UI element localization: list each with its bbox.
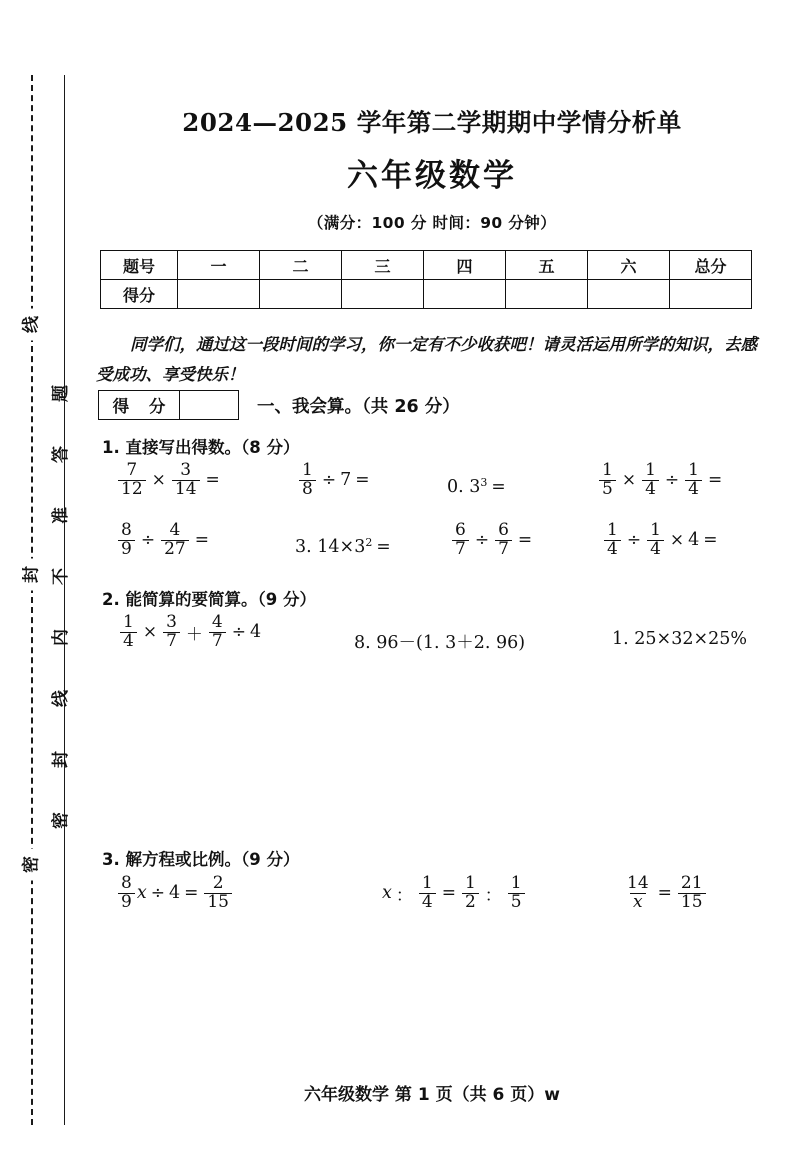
denominator: 15 — [678, 893, 706, 912]
fraction — [299, 462, 316, 498]
col-header-5: 五 — [506, 251, 588, 280]
denominator: 27 — [161, 540, 189, 559]
fraction — [161, 522, 189, 558]
col-header-1: 一 — [178, 251, 260, 280]
numerator: 6 — [455, 520, 466, 540]
fraction — [647, 522, 664, 558]
numerator: 4 — [211, 612, 223, 632]
math-expression — [354, 629, 525, 654]
page-footer: 六年级数学 第 1 页（共 6 页）w — [304, 1085, 560, 1105]
math-expression — [597, 462, 726, 498]
denominator: 4 — [604, 540, 621, 559]
exponent: 3 — [480, 475, 488, 489]
problem2-item2 — [354, 629, 525, 654]
fraction — [118, 462, 146, 498]
operator: ÷ — [626, 530, 642, 551]
math-expression — [116, 462, 224, 498]
score-box-input[interactable] — [180, 391, 238, 419]
equals-sign: = — [703, 530, 718, 551]
numerator: 1 — [688, 460, 699, 480]
numerator: 6 — [498, 520, 509, 540]
operand: 1. 25×32×25% — [612, 629, 748, 649]
numerator: 1 — [464, 873, 476, 893]
exam-meta: （满分：100 分 时间：90 分钟） — [307, 214, 557, 232]
score-cell-total[interactable] — [670, 280, 752, 309]
math-expression — [450, 522, 536, 558]
denominator: 4 — [647, 540, 664, 559]
equals-sign: = — [491, 477, 506, 497]
denominator: 4 — [642, 480, 659, 499]
fraction — [624, 875, 652, 911]
problem2-item3 — [612, 629, 747, 649]
fraction — [685, 462, 702, 498]
denominator: 7 — [452, 540, 469, 559]
denominator: 4 — [419, 893, 436, 912]
seal-tag-feng: 封 — [21, 559, 44, 591]
seal-phrase-char: 题 — [50, 385, 71, 402]
section-one-header — [98, 390, 460, 420]
numerator: 21 — [680, 873, 703, 893]
table-row-scores — [101, 280, 752, 309]
seal-phrase-char: 线 — [50, 690, 71, 707]
score-cell-5[interactable] — [506, 280, 588, 309]
problem1-row2-item4 — [602, 522, 722, 558]
seal-phrase-char: 答 — [50, 446, 71, 463]
col-header-6: 六 — [588, 251, 670, 280]
operator: × — [621, 470, 637, 491]
denominator: x — [630, 893, 646, 912]
operator: ÷ — [474, 530, 490, 551]
operator: × — [142, 622, 158, 643]
denominator: 12 — [118, 480, 146, 499]
problem1-row2-item2 — [295, 537, 395, 557]
fraction — [118, 522, 135, 558]
fraction — [508, 875, 525, 911]
fraction — [495, 522, 512, 558]
fraction — [642, 462, 659, 498]
equals-sign: = — [441, 883, 456, 904]
row-label-score: 得分 — [101, 280, 178, 309]
math-expression — [295, 537, 395, 557]
denominator: 9 — [118, 893, 135, 912]
variable: x — [136, 883, 147, 904]
problem3-heading: 3. 解方程或比例。（9 分） — [102, 850, 300, 869]
math-expression — [612, 629, 747, 649]
seal-dashed-line — [31, 75, 33, 1125]
fraction — [118, 875, 135, 911]
col-header-4: 四 — [424, 251, 506, 280]
fraction — [599, 462, 616, 498]
math-expression — [297, 462, 373, 498]
equals-sign: = — [517, 530, 533, 551]
seal-tag-xian: 线 — [21, 309, 44, 341]
section-one-title: 一、我会算。（共 26 分） — [257, 396, 460, 417]
problem2-item1 — [118, 614, 261, 650]
operator: ÷ — [664, 470, 680, 491]
score-table — [100, 250, 752, 309]
seal-phrase-char: 内 — [50, 629, 71, 646]
numerator: 1 — [602, 460, 613, 480]
equals-sign: = — [657, 883, 672, 904]
score-box-label: 得 分 — [99, 391, 180, 419]
operator: ÷ — [231, 622, 246, 643]
ratio-colon: ： — [484, 885, 502, 906]
fraction — [209, 614, 226, 650]
numerator: 8 — [121, 520, 132, 540]
denominator: 4 — [685, 480, 702, 499]
denominator: 7 — [495, 540, 512, 559]
score-cell-1[interactable] — [178, 280, 260, 309]
operator: × — [669, 530, 685, 551]
numerator: 2 — [212, 873, 224, 893]
col-header-3: 三 — [342, 251, 424, 280]
denominator: 9 — [118, 540, 135, 559]
fraction — [678, 875, 706, 911]
operand: 4 — [168, 883, 181, 904]
numerator: 1 — [650, 520, 661, 540]
operand: 7 — [340, 470, 352, 491]
numerator: 1 — [645, 460, 656, 480]
score-cell-4[interactable] — [424, 280, 506, 309]
numerator: 4 — [169, 520, 181, 540]
fraction — [172, 462, 200, 498]
seal-margin — [0, 0, 92, 1162]
fraction — [462, 875, 479, 911]
denominator: 2 — [462, 893, 479, 912]
math-expression — [602, 522, 722, 558]
equals-sign: = — [707, 470, 723, 491]
fraction — [204, 875, 232, 911]
numerator: 1 — [123, 612, 134, 632]
numerator: 1 — [302, 460, 313, 480]
problem1-row1-item1 — [116, 462, 224, 498]
denominator: 7 — [209, 632, 226, 651]
col-header-total: 总分 — [670, 251, 752, 280]
fraction — [452, 522, 469, 558]
problem1-heading: 1. 直接写出得数。（8 分） — [102, 438, 300, 457]
denominator: 5 — [508, 893, 525, 912]
operator: ÷ — [321, 470, 337, 491]
problem3-item2 — [382, 875, 527, 911]
score-cell-2[interactable] — [260, 280, 342, 309]
math-expression — [118, 614, 261, 650]
page-title: 2024—2025 学年第二学期期中学情分析单 — [182, 108, 682, 137]
equals-sign: = — [194, 530, 209, 551]
seal-vertical-phrase — [46, 385, 76, 873]
equals-sign: = — [184, 883, 199, 904]
operator: ÷ — [140, 530, 156, 551]
problem1-row2-item1 — [116, 522, 213, 558]
operand: 8. 96－(1. 3＋2. 96) — [354, 633, 526, 653]
table-row-header — [101, 251, 752, 280]
score-box-section-one[interactable] — [98, 390, 239, 420]
math-expression — [382, 875, 527, 911]
seal-tag-mi: 密 — [21, 849, 44, 881]
numerator: 14 — [627, 873, 649, 893]
denominator: 7 — [163, 632, 180, 651]
col-header-2: 二 — [260, 251, 342, 280]
row-label-question-no: 题号 — [101, 251, 178, 280]
variable: x — [382, 883, 392, 904]
fraction — [120, 614, 137, 650]
exam-page — [92, 0, 800, 1162]
problem1-row1-item3 — [447, 477, 510, 497]
numerator: 8 — [121, 873, 132, 893]
math-expression — [116, 875, 234, 911]
ratio-colon: ： — [395, 885, 413, 906]
denominator: 14 — [172, 480, 200, 499]
problem1-row1-item4 — [597, 462, 726, 498]
numerator: 7 — [126, 460, 138, 480]
fraction — [604, 522, 621, 558]
operator: × — [151, 470, 166, 491]
score-cell-3[interactable] — [342, 280, 424, 309]
denominator: 5 — [599, 480, 616, 499]
fraction — [163, 614, 180, 650]
operand: 0. 3 — [447, 477, 481, 497]
numerator: 3 — [180, 460, 192, 480]
math-expression — [622, 875, 708, 911]
seal-phrase-char: 密 — [50, 812, 71, 829]
denominator: 8 — [299, 480, 316, 499]
equals-sign: = — [376, 537, 391, 557]
equals-sign: = — [355, 470, 370, 491]
problem1-row1-item2 — [297, 462, 373, 498]
seal-phrase-char: 不 — [50, 568, 71, 585]
subject-title: 六年级数学 — [347, 158, 517, 194]
operand: 3. 14×3 — [295, 537, 366, 557]
numerator: 3 — [166, 612, 177, 632]
math-expression — [116, 522, 213, 558]
operand: 4 — [688, 530, 700, 551]
numerator: 1 — [607, 520, 618, 540]
fraction — [419, 875, 436, 911]
math-expression — [447, 477, 510, 497]
numerator: 1 — [510, 873, 522, 893]
score-cell-6[interactable] — [588, 280, 670, 309]
operator: ÷ — [150, 883, 165, 904]
seal-phrase-char: 准 — [50, 507, 71, 524]
numerator: 1 — [421, 873, 433, 893]
intro-paragraph: 同学们，通过这一段时间的学习，你一定有不少收获吧！请灵活运用所学的知识，去感受成功、享受快乐！ — [96, 335, 757, 384]
problem2-heading: 2. 能简算的要简算。（9 分） — [102, 590, 316, 609]
exponent: 2 — [365, 535, 373, 549]
problem3-item1 — [116, 875, 234, 911]
problem3-item3 — [622, 875, 708, 911]
equals-sign: = — [205, 470, 220, 491]
seal-phrase-char: 封 — [50, 751, 71, 768]
denominator: 15 — [204, 893, 232, 912]
problem1-row2-item3 — [450, 522, 536, 558]
operand: 4 — [249, 622, 262, 643]
denominator: 4 — [120, 632, 137, 651]
operator: ＋ — [185, 624, 203, 645]
